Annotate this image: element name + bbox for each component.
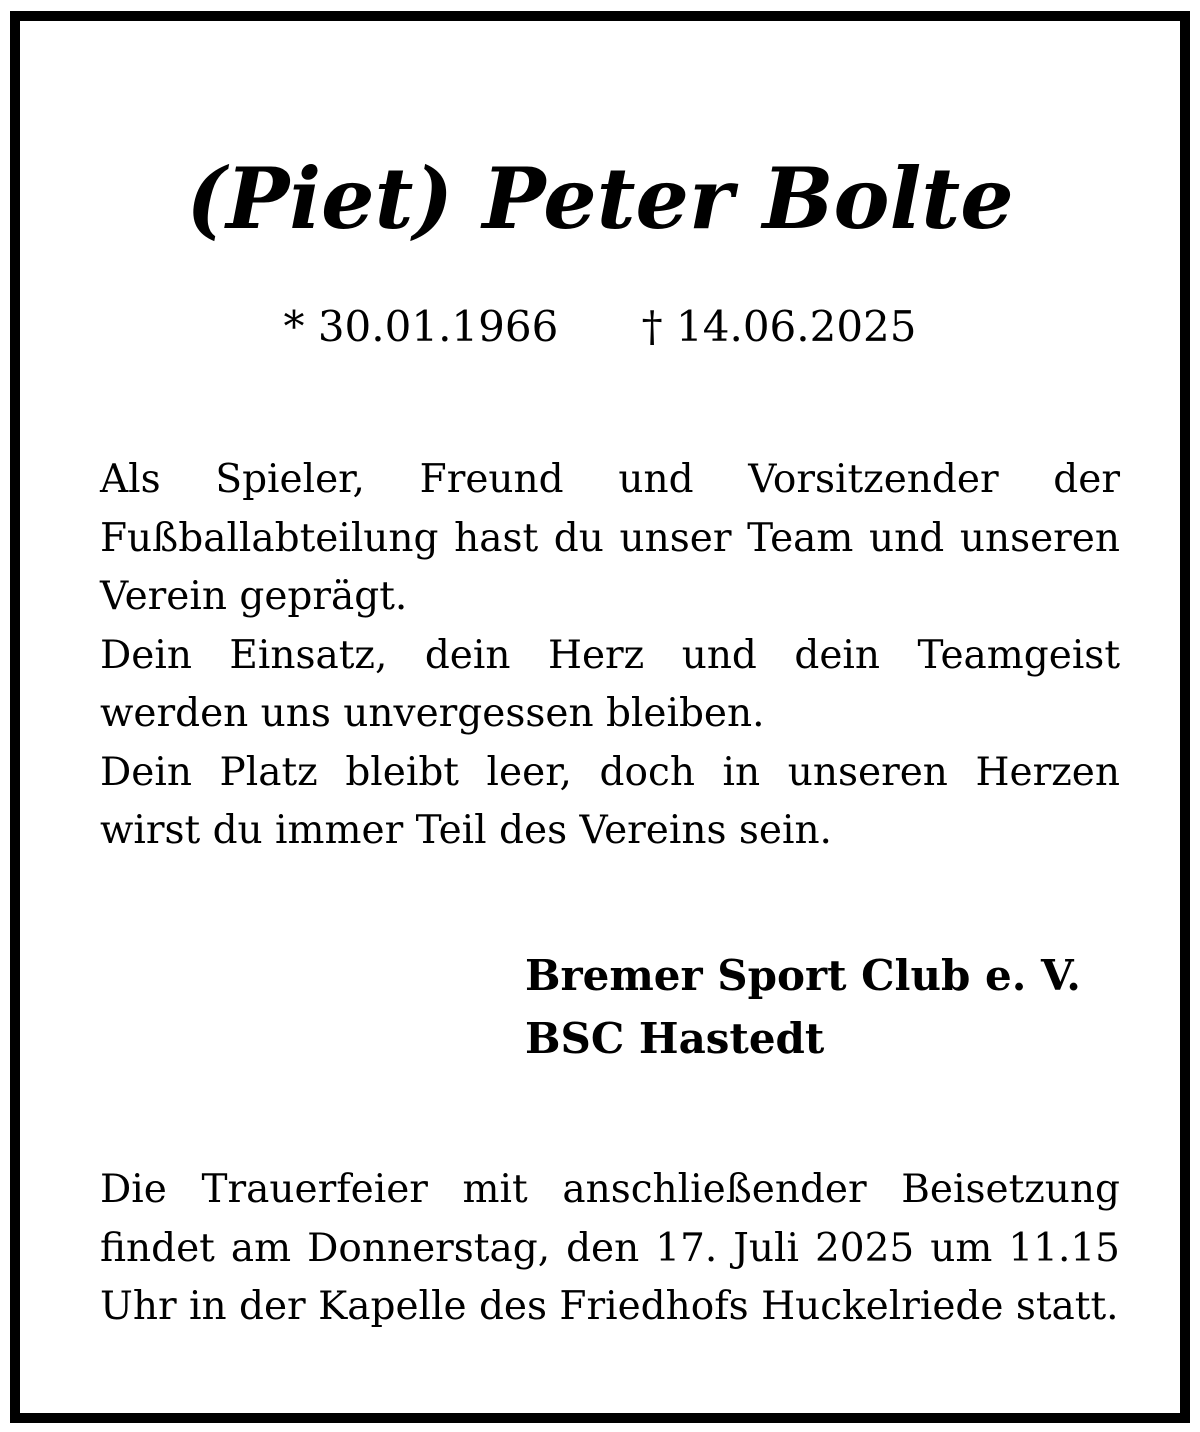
tribute-paragraph: Dein Einsatz, dein Herz und dein Teamgeist werden uns unvergessen bleiben. — [100, 632, 1120, 736]
club-signature — [525, 944, 1081, 1070]
life-dates — [20, 299, 1180, 355]
obituary-frame — [10, 11, 1190, 1423]
tribute-paragraph: Als Spieler, Freund und Vorsitzender der Fußballabteilung hast du unser Team und unseren Verein geprägt. — [100, 457, 1120, 619]
tribute-text — [100, 451, 1120, 861]
death-date: † 14.06.2025 — [641, 302, 917, 351]
funeral-service-text — [100, 1161, 1120, 1337]
tribute-paragraph: Dein Platz bleibt leer, doch in unseren Herzen wirst du immer Teil des Vereins sein. — [100, 749, 1120, 853]
obituary-title: (Piet) Peter Bolte — [186, 149, 1014, 248]
club-department: BSC Hastedt — [525, 1014, 825, 1063]
club-name: Bremer Sport Club e. V. — [525, 951, 1081, 1000]
service-paragraph: Die Trauerfeier mit anschließender Beisetzung findet am Donnerstag, den 17. Juli 2025 um 11.15 Uhr in der Kapelle des Friedhofs Huckelriede statt. — [100, 1167, 1120, 1329]
birth-date: * 30.01.1966 — [283, 302, 559, 351]
